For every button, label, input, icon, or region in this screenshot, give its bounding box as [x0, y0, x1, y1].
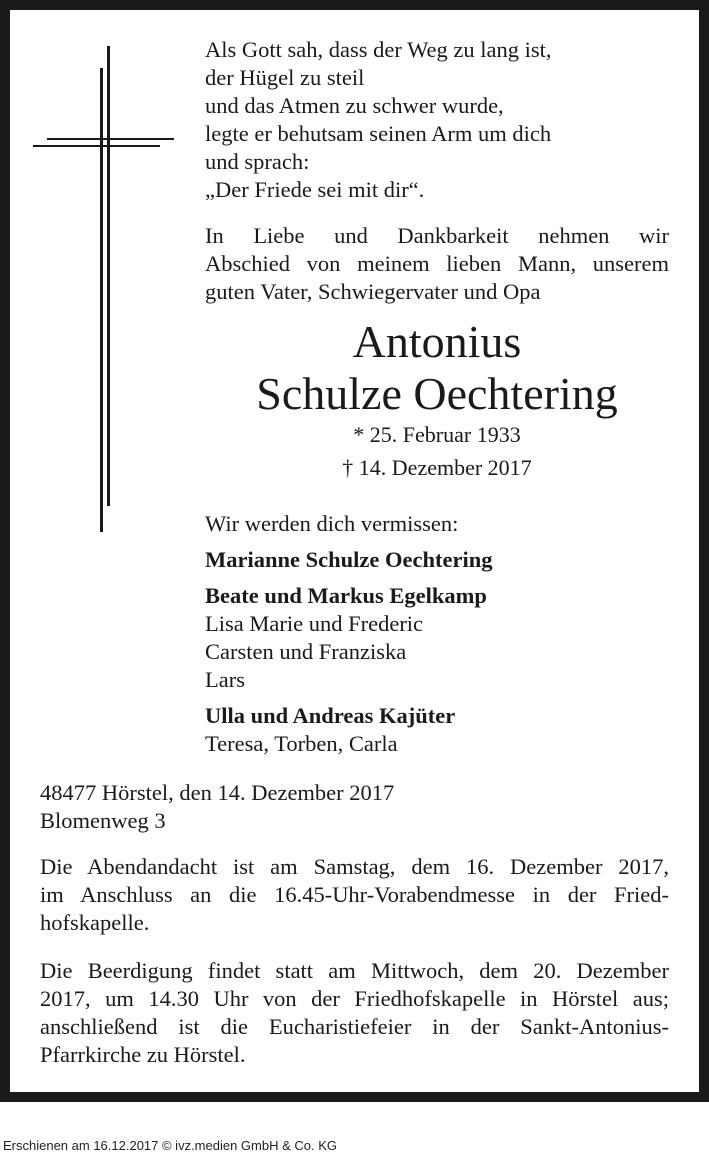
service-line: im Anschluss an die 16.45-Uhr-Vorabendmesse in der Fried-: [40, 882, 669, 907]
mourner-family: Ulla und Andreas Kajüter: [205, 703, 456, 728]
intro-text: [205, 222, 669, 306]
intro-line: In Liebe und Dankbarkeit nehmen wir: [205, 223, 669, 248]
poem-line: legte er behutsam seinen Arm um dich: [205, 121, 552, 146]
intro-line: guten Vater, Schwiegervater und Opa: [205, 279, 541, 304]
intro-line: Abschied von meinem lieben Mann, unserem: [205, 251, 669, 276]
poem-line: der Hügel zu steil: [205, 65, 365, 90]
birth-date: * 25. Februar 1933: [353, 422, 521, 447]
poem-line: „Der Friede sei mit dir“.: [205, 177, 425, 202]
service-line: Die Abendandacht ist am Samstag, dem 16. Dezember 2017,: [40, 854, 669, 879]
deceased-last-name: Schulze Oechtering: [256, 368, 618, 419]
service-evening: [40, 853, 669, 937]
service-line: 2017, um 14.30 Uhr von der Friedhofskapelle in Hörstel aus;: [40, 986, 669, 1011]
publication-footer: Erschienen am 16.12.2017 © ivz.medien GmbH & Co. KG: [3, 1138, 338, 1153]
place-date: 48477 Hörstel, den 14. Dezember 2017: [40, 780, 395, 805]
poem-line: Als Gott sah, dass der Weg zu lang ist,: [205, 37, 552, 62]
address-block: [40, 779, 669, 835]
poem: [205, 36, 675, 204]
mourner-child: Teresa, Torben, Carla: [205, 731, 398, 756]
mourner-child: Lars: [205, 667, 245, 692]
service-line: anschließend ist die Eucharistiefeier in der Sankt-Antonius-: [40, 1014, 669, 1039]
service-funeral: [40, 957, 669, 1069]
mourner-child: Carsten und Franziska: [205, 639, 407, 664]
mourners-heading: Wir werden dich vermissen:: [205, 511, 459, 536]
mourners-list: [205, 510, 669, 758]
service-line: hofskapelle.: [40, 910, 150, 935]
street: Blomenweg 3: [40, 808, 166, 833]
poem-line: und das Atmen zu schwer wurde,: [205, 93, 504, 118]
mourner-spouse: Marianne Schulze Oechtering: [205, 547, 493, 572]
mourner-family: Beate und Markus Egelkamp: [205, 583, 487, 608]
mourner-child: Lisa Marie und Frederic: [205, 611, 424, 636]
death-date: † 14. Dezember 2017: [342, 455, 532, 480]
service-line: Pfarrkirche zu Hörstel.: [40, 1042, 246, 1067]
deceased-first-name: Antonius: [352, 316, 522, 367]
poem-line: und sprach:: [205, 149, 310, 174]
service-line: Die Beerdigung findet statt am Mittwoch, dem 20. Dezember: [40, 958, 669, 983]
